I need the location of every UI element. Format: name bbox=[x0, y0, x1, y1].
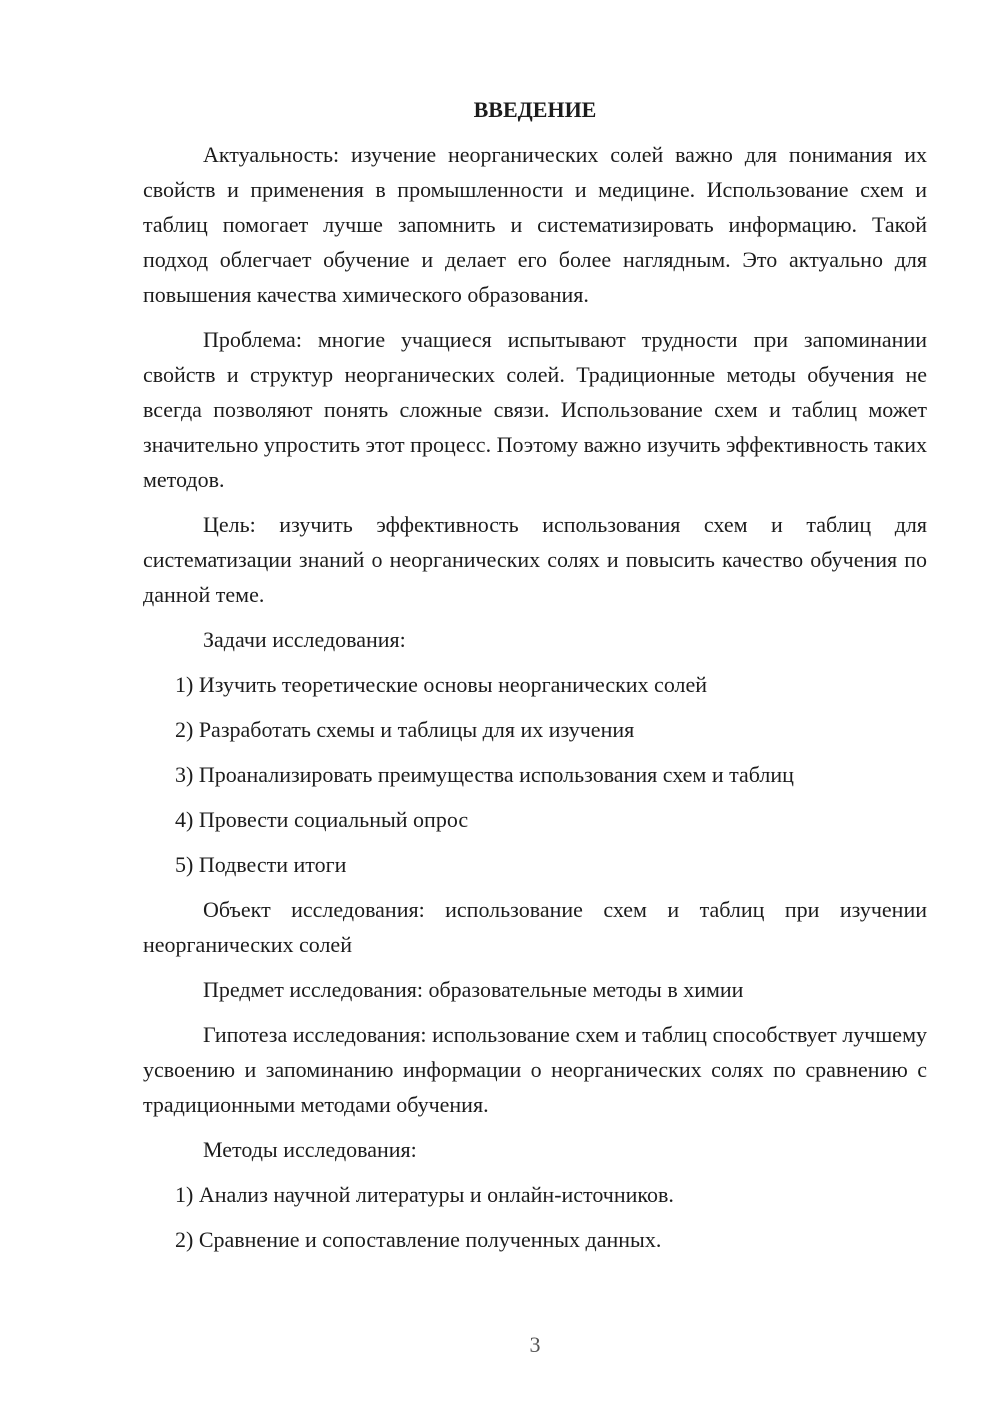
list-item: 3) Проанализировать преимущества использования схем и таблиц bbox=[175, 762, 794, 787]
methods-list bbox=[143, 1177, 927, 1257]
list-item: 4) Провести социальный опрос bbox=[175, 807, 469, 832]
list-item: 1) Изучить теоретические основы неорганических солей bbox=[175, 672, 708, 697]
tasks-list bbox=[143, 667, 927, 882]
page-number: 3 bbox=[529, 1332, 541, 1357]
tasks-heading: Задачи исследования: bbox=[203, 627, 406, 652]
section-title: ВВЕДЕНИЕ bbox=[473, 97, 597, 122]
subject-paragraph: Предмет исследования: образовательные методы в химии bbox=[203, 977, 744, 1002]
hypothesis-paragraph: Гипотеза исследования: использование схем и таблиц способствует лучшему усвоению и запоминанию информации о неорганических солях по сравнению с традиционными методами обучения. bbox=[143, 1022, 927, 1117]
problem-paragraph: Проблема: многие учащиеся испытывают трудности при запоминании свойств и структур неорганических солей. Традиционные методы обучения не всегда позволяют понять сложные связи. Использование схем и таблиц может значительно упростить этот процесс. Поэтому важно изучить эффективность таких методов. bbox=[143, 327, 927, 492]
relevance-paragraph: Актуальность: изучение неорганических солей важно для понимания их свойств и применения в промышленности и медицине. Использование схем и таблиц помогает лучше запомнить и систематизировать информацию. Такой подход облегчает обучение и делает его более наглядным. Это актуально для повышения качества химического образования. bbox=[143, 142, 927, 307]
list-item: 2) Сравнение и сопоставление полученных данных. bbox=[175, 1227, 662, 1252]
methods-heading: Методы исследования: bbox=[203, 1137, 417, 1162]
goal-paragraph: Цель: изучить эффективность использования схем и таблиц для систематизации знаний о неорганических солях и повысить качество обучения по данной теме. bbox=[143, 512, 927, 607]
list-item: 5) Подвести итоги bbox=[175, 852, 347, 877]
list-item: 1) Анализ научной литературы и онлайн-источников. bbox=[175, 1182, 674, 1207]
object-paragraph: Объект исследования: использование схем и таблиц при изучении неорганических солей bbox=[143, 897, 927, 957]
list-item: 2) Разработать схемы и таблицы для их изучения bbox=[175, 717, 635, 742]
